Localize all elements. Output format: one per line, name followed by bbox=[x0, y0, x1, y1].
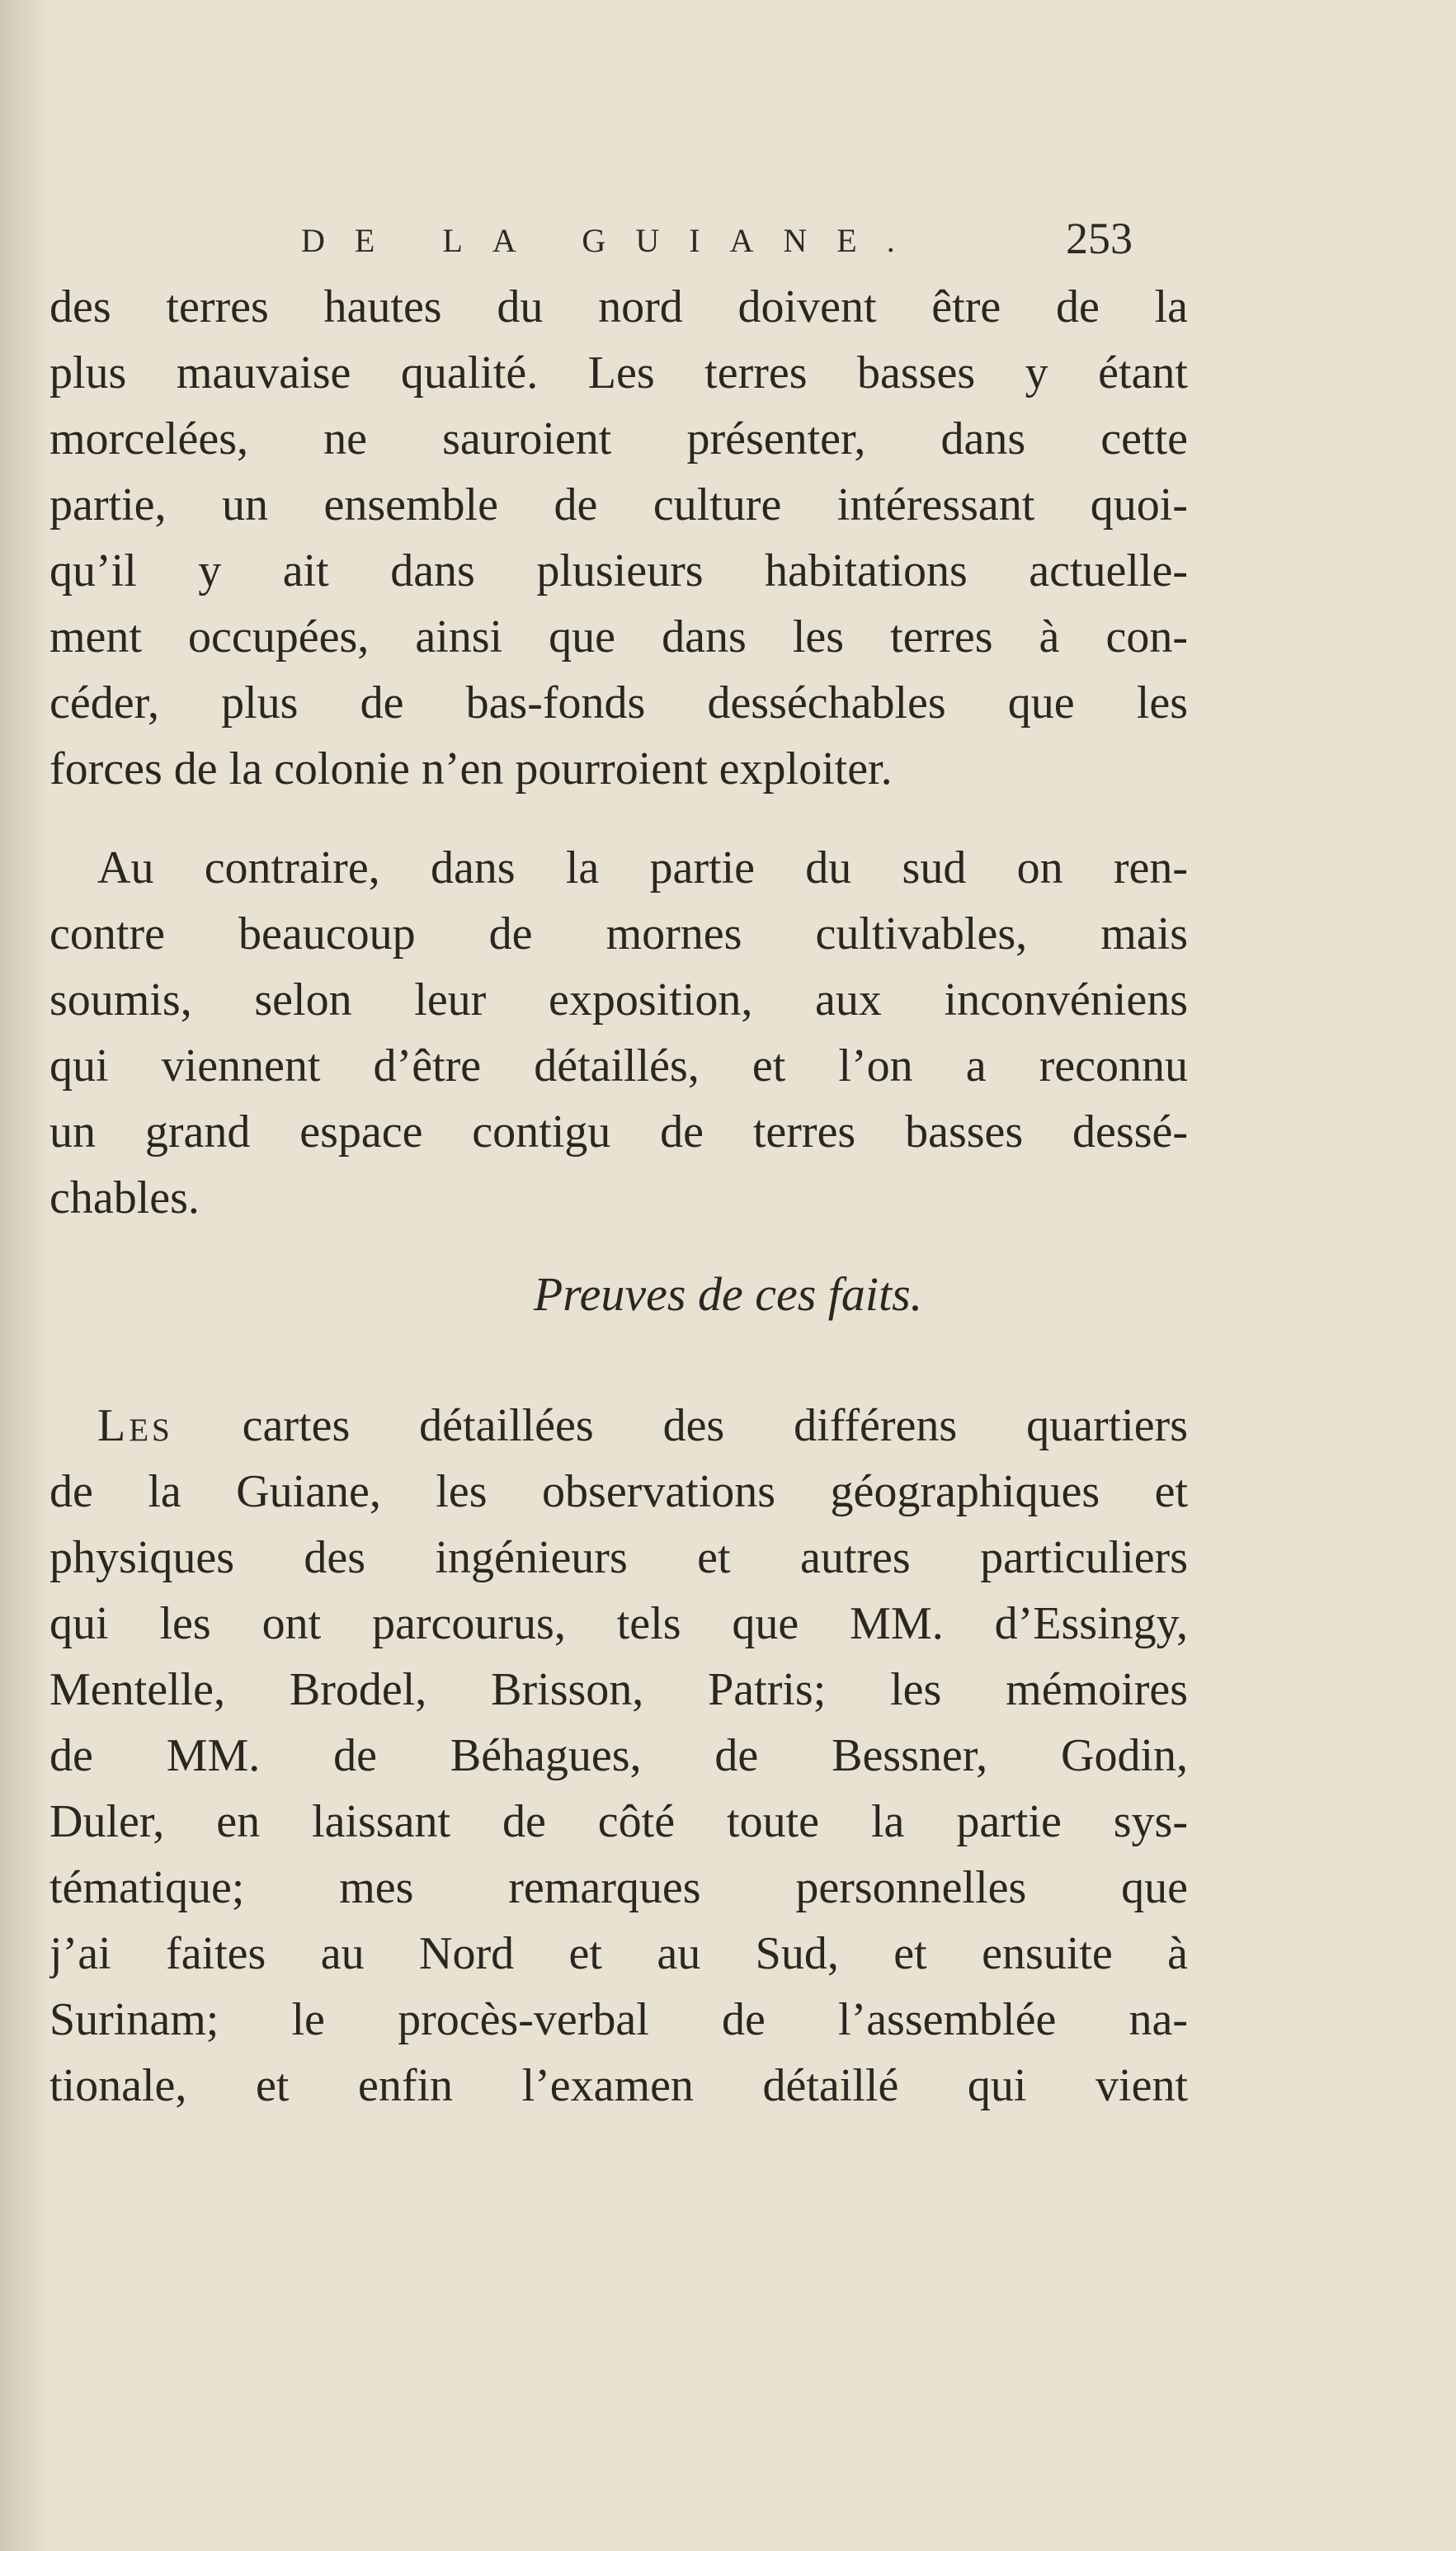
text-line: forces de la colonie n’en pourroient exploiter. bbox=[49, 743, 893, 795]
paragraph-2 bbox=[49, 835, 1188, 1231]
text-line: Surinam; le procès-verbal de l’assemblée na- bbox=[49, 1994, 1188, 2045]
line-rest: cartes détaillées des différens quartiers bbox=[172, 1400, 1188, 1451]
text-line: de MM. de Béhagues, de Bessner, Godin, bbox=[49, 1730, 1188, 1781]
text-line: ment occupées, ainsi que dans les terres à con- bbox=[49, 611, 1188, 663]
drop-word: Les bbox=[97, 1400, 173, 1451]
paragraph-1 bbox=[49, 274, 1188, 802]
text-line: qu’il y ait dans plusieurs habitations actuelle- bbox=[49, 545, 1188, 596]
text-line: partie, un ensemble de culture intéressant quoi- bbox=[49, 479, 1188, 530]
text-line: contre beaucoup de mornes cultivables, mais bbox=[49, 908, 1188, 960]
text-line: qui viennent d’être détaillés, et l’on a reconnu bbox=[49, 1040, 1188, 1092]
text-line: morcelées, ne sauroient présenter, dans cette bbox=[49, 413, 1188, 464]
text-line: un grand espace contigu de terres basses dessé- bbox=[49, 1106, 1188, 1158]
text-line: Au contraire, dans la partie du sud on ren- bbox=[97, 842, 1188, 894]
text-line: Duler, en laissant de côté toute la partie sys- bbox=[49, 1796, 1188, 1847]
text-line bbox=[49, 1393, 1188, 1459]
text-line: physiques des ingénieurs et autres particuliers bbox=[49, 1532, 1188, 1583]
text-line: de la Guiane, les observations géographiques et bbox=[49, 1466, 1188, 1517]
text-line: chables. bbox=[49, 1172, 200, 1224]
text-line: plus mauvaise qualité. Les terres basses y étant bbox=[49, 347, 1188, 398]
text-line: céder, plus de bas-fonds desséchables que les bbox=[49, 677, 1188, 729]
text-line: tionale, et enfin l’examen détaillé qui vient bbox=[49, 2060, 1188, 2111]
text-line: qui les ont parcourus, tels que MM. d’Essingy, bbox=[49, 1598, 1188, 1649]
section-heading: Preuves de ces faits. bbox=[533, 1267, 923, 1321]
text-line: des terres hautes du nord doivent être de la bbox=[49, 281, 1188, 332]
text-line: j’ai faites au Nord et au Sud, et ensuite à bbox=[49, 1928, 1188, 1979]
running-head: DE LA GUIANE. bbox=[301, 222, 925, 259]
page-number: 253 bbox=[1066, 214, 1133, 263]
text-line: tématique; mes remarques personnelles que bbox=[49, 1862, 1188, 1913]
paragraph-3 bbox=[49, 1393, 1188, 2119]
text-line: Mentelle, Brodel, Brisson, Patris; les mémoires bbox=[49, 1664, 1188, 1715]
text-line: soumis, selon leur exposition, aux inconvéniens bbox=[49, 974, 1188, 1026]
